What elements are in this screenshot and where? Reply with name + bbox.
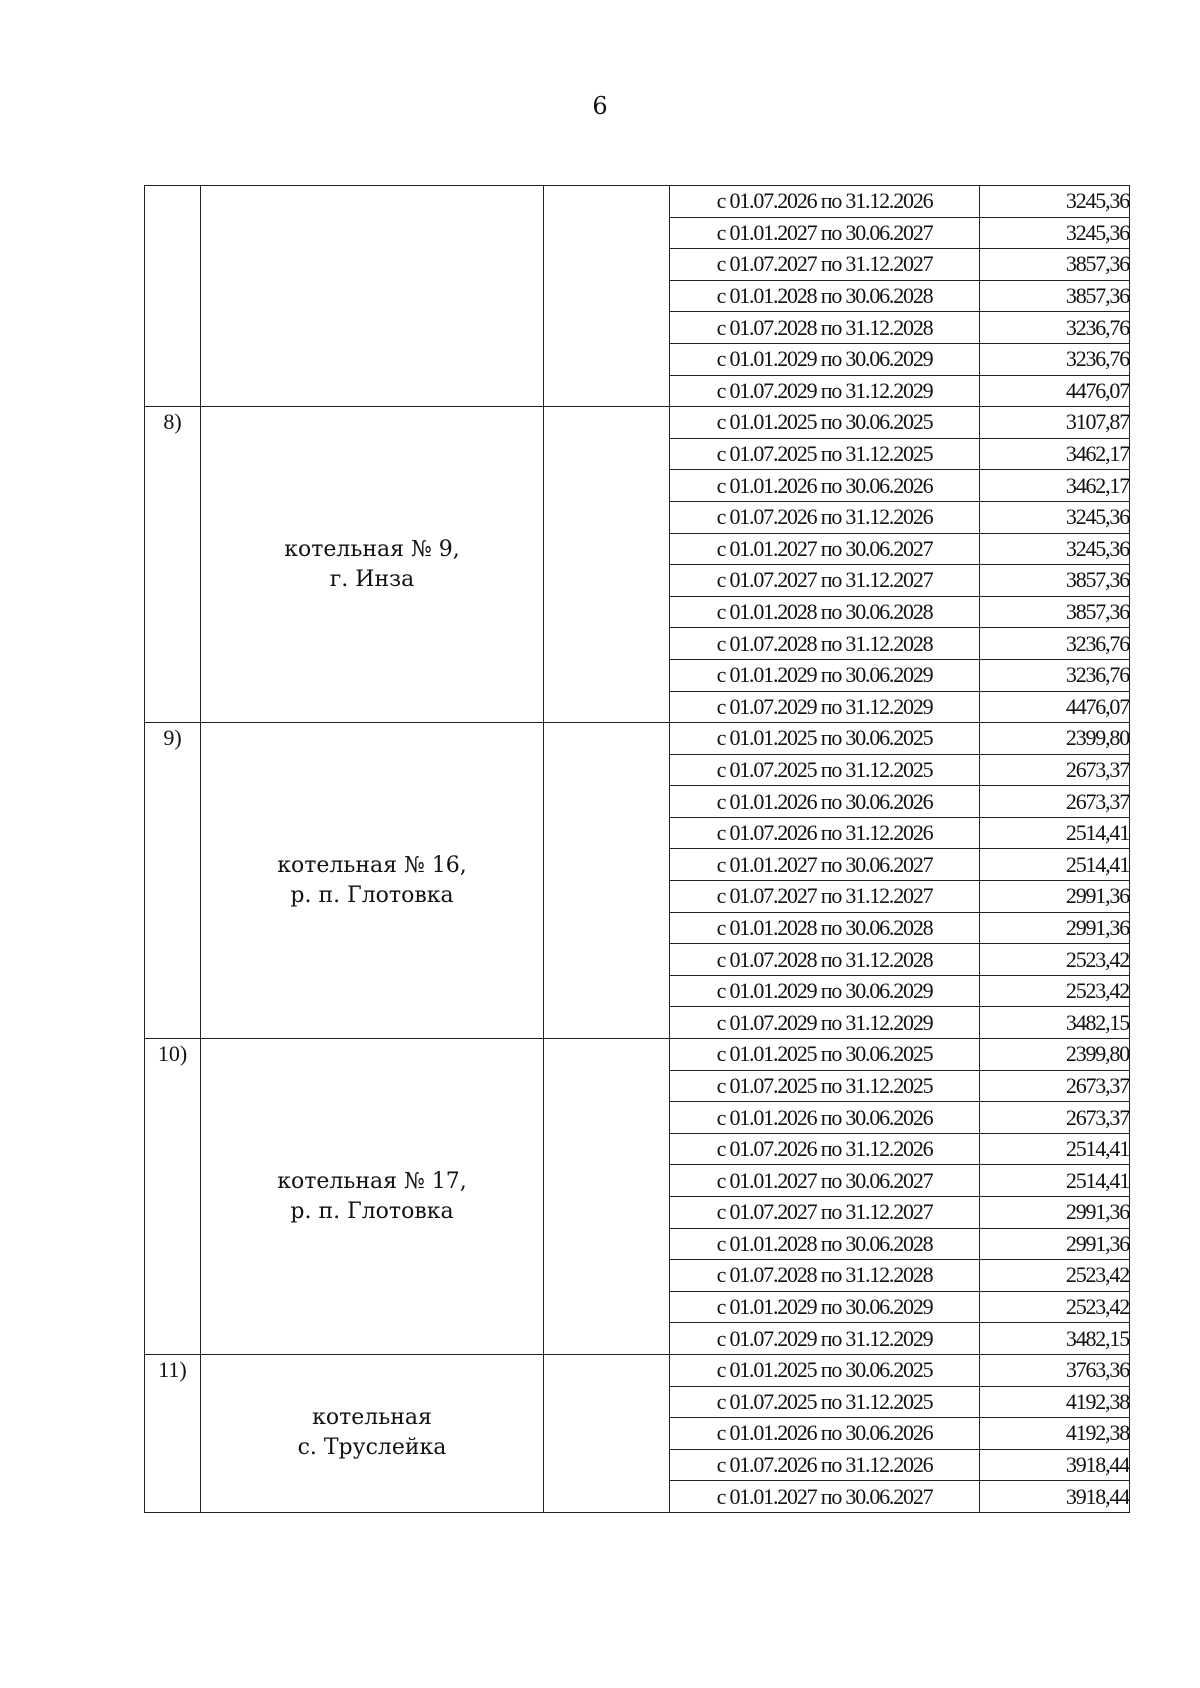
boiler-name	[201, 1039, 544, 1355]
period-cell: с 01.01.2026 по 30.06.2026	[670, 786, 980, 818]
boiler-name	[201, 1354, 544, 1512]
period-cell: с 01.07.2028 по 31.12.2028	[670, 944, 980, 976]
period-cell: с 01.01.2026 по 30.06.2026	[670, 1418, 980, 1450]
tariff-value-cell: 3918,44	[980, 1449, 1130, 1481]
empty-cell	[544, 407, 670, 723]
tariff-value-cell: 3763,36	[980, 1354, 1130, 1386]
period-cell: с 01.07.2026 по 31.12.2026	[670, 501, 980, 533]
tariff-value-cell: 2523,42	[980, 944, 1130, 976]
tariff-value-cell: 3857,36	[980, 249, 1130, 281]
period-cell: с 01.01.2026 по 30.06.2026	[670, 1102, 980, 1134]
table-row	[145, 186, 1130, 218]
period-cell: с 01.01.2027 по 30.06.2027	[670, 1481, 980, 1513]
period-cell: с 01.01.2027 по 30.06.2027	[670, 533, 980, 565]
empty-cell	[544, 1039, 670, 1355]
table-row	[145, 1039, 1130, 1071]
tariff-value-cell: 3236,76	[980, 659, 1130, 691]
period-cell: с 01.01.2025 по 30.06.2025	[670, 407, 980, 439]
period-cell: с 01.01.2027 по 30.06.2027	[670, 849, 980, 881]
table-row	[145, 723, 1130, 755]
boiler-name-line: котельная	[312, 1405, 432, 1431]
tariff-value-cell: 3107,87	[980, 407, 1130, 439]
period-cell: с 01.07.2029 по 31.12.2029	[670, 375, 980, 407]
tariff-value-cell: 3482,15	[980, 1323, 1130, 1355]
period-cell: с 01.01.2029 по 30.06.2029	[670, 659, 980, 691]
period-cell: с 01.07.2028 по 31.12.2028	[670, 312, 980, 344]
period-cell: с 01.01.2027 по 30.06.2027	[670, 217, 980, 249]
tariff-value-cell: 2523,42	[980, 1291, 1130, 1323]
tariff-value-cell: 2673,37	[980, 1070, 1130, 1102]
tariff-value-cell: 2514,41	[980, 849, 1130, 881]
period-cell: с 01.07.2029 по 31.12.2029	[670, 1323, 980, 1355]
tariff-value-cell: 2514,41	[980, 1133, 1130, 1165]
period-cell: с 01.01.2027 по 30.06.2027	[670, 1165, 980, 1197]
period-cell: с 01.07.2029 по 31.12.2029	[670, 1007, 980, 1039]
boiler-name-line: р. п. Глотовка	[290, 882, 454, 908]
boiler-name-line: г. Инза	[329, 566, 415, 592]
tariff-value-cell: 3236,76	[980, 343, 1130, 375]
boiler-name	[201, 186, 544, 407]
tariff-value-cell: 2514,41	[980, 1165, 1130, 1197]
tariff-value-cell: 2399,80	[980, 723, 1130, 755]
tariff-value-cell: 2514,41	[980, 817, 1130, 849]
tariff-value-cell: 2991,36	[980, 912, 1130, 944]
item-number: 10)	[145, 1039, 201, 1355]
tariff-value-cell: 4192,38	[980, 1386, 1130, 1418]
tariff-value-cell: 3462,17	[980, 470, 1130, 502]
period-cell: с 01.07.2025 по 31.12.2025	[670, 754, 980, 786]
boiler-name-line: котельная № 17,	[277, 1168, 467, 1194]
period-cell: с 01.01.2025 по 30.06.2025	[670, 723, 980, 755]
period-cell: с 01.07.2026 по 31.12.2026	[670, 186, 980, 218]
period-cell: с 01.07.2027 по 31.12.2027	[670, 881, 980, 913]
empty-cell	[544, 1354, 670, 1512]
item-number	[145, 186, 201, 407]
table-row	[145, 1354, 1130, 1386]
period-cell: с 01.07.2027 по 31.12.2027	[670, 249, 980, 281]
tariff-value-cell: 2523,42	[980, 1260, 1130, 1292]
period-cell: с 01.01.2029 по 30.06.2029	[670, 1291, 980, 1323]
period-cell: с 01.01.2028 по 30.06.2028	[670, 596, 980, 628]
period-cell: с 01.01.2025 по 30.06.2025	[670, 1354, 980, 1386]
item-number: 9)	[145, 723, 201, 1039]
period-cell: с 01.07.2028 по 31.12.2028	[670, 628, 980, 660]
tariff-value-cell: 3245,36	[980, 217, 1130, 249]
tariff-value-cell: 2991,36	[980, 881, 1130, 913]
tariff-value-cell: 4476,07	[980, 691, 1130, 723]
boiler-name	[201, 723, 544, 1039]
tariff-value-cell: 3482,15	[980, 1007, 1130, 1039]
period-cell: с 01.07.2025 по 31.12.2025	[670, 1070, 980, 1102]
period-cell: с 01.07.2028 по 31.12.2028	[670, 1260, 980, 1292]
tariff-value-cell: 2673,37	[980, 754, 1130, 786]
tariff-table	[144, 185, 1130, 1513]
period-cell: с 01.07.2025 по 31.12.2025	[670, 438, 980, 470]
boiler-name-line: р. п. Глотовка	[290, 1198, 454, 1224]
item-number: 8)	[145, 407, 201, 723]
tariff-value-cell: 3245,36	[980, 533, 1130, 565]
tariff-value-cell: 3236,76	[980, 312, 1130, 344]
period-cell: с 01.07.2025 по 31.12.2025	[670, 1386, 980, 1418]
tariff-value-cell: 3245,36	[980, 501, 1130, 533]
tariff-value-cell: 2673,37	[980, 1102, 1130, 1134]
tariff-value-cell: 2991,36	[980, 1228, 1130, 1260]
tariff-value-cell: 3236,76	[980, 628, 1130, 660]
boiler-name	[201, 407, 544, 723]
period-cell: с 01.01.2028 по 30.06.2028	[670, 280, 980, 312]
tariff-value-cell: 3857,36	[980, 596, 1130, 628]
tariff-value-cell: 3857,36	[980, 280, 1130, 312]
period-cell: с 01.07.2027 по 31.12.2027	[670, 565, 980, 597]
period-cell: с 01.07.2026 по 31.12.2026	[670, 817, 980, 849]
page-number: 6	[592, 92, 608, 120]
period-cell: с 01.07.2026 по 31.12.2026	[670, 1449, 980, 1481]
period-cell: с 01.01.2026 по 30.06.2026	[670, 470, 980, 502]
tariff-value-cell: 4476,07	[980, 375, 1130, 407]
tariff-value-cell: 4192,38	[980, 1418, 1130, 1450]
empty-cell	[544, 186, 670, 407]
period-cell: с 01.01.2029 по 30.06.2029	[670, 343, 980, 375]
empty-cell	[544, 723, 670, 1039]
tariff-value-cell: 2673,37	[980, 786, 1130, 818]
boiler-name-line: с. Труслейка	[297, 1435, 447, 1461]
tariff-value-cell: 3245,36	[980, 186, 1130, 218]
tariff-value-cell: 3462,17	[980, 438, 1130, 470]
item-number: 11)	[145, 1354, 201, 1512]
period-cell: с 01.01.2028 по 30.06.2028	[670, 1228, 980, 1260]
boiler-name-line: котельная № 16,	[277, 852, 467, 878]
tariff-value-cell: 3857,36	[980, 565, 1130, 597]
period-cell: с 01.07.2027 по 31.12.2027	[670, 1197, 980, 1229]
table-row	[145, 407, 1130, 439]
tariff-value-cell: 2991,36	[980, 1197, 1130, 1229]
period-cell: с 01.07.2026 по 31.12.2026	[670, 1133, 980, 1165]
tariff-value-cell: 2523,42	[980, 975, 1130, 1007]
boiler-name-line: котельная № 9,	[284, 536, 460, 562]
tariff-table-body	[145, 186, 1130, 1513]
tariff-value-cell: 2399,80	[980, 1039, 1130, 1071]
period-cell: с 01.01.2028 по 30.06.2028	[670, 912, 980, 944]
period-cell: с 01.01.2029 по 30.06.2029	[670, 975, 980, 1007]
period-cell: с 01.07.2029 по 31.12.2029	[670, 691, 980, 723]
period-cell: с 01.01.2025 по 30.06.2025	[670, 1039, 980, 1071]
tariff-value-cell: 3918,44	[980, 1481, 1130, 1513]
